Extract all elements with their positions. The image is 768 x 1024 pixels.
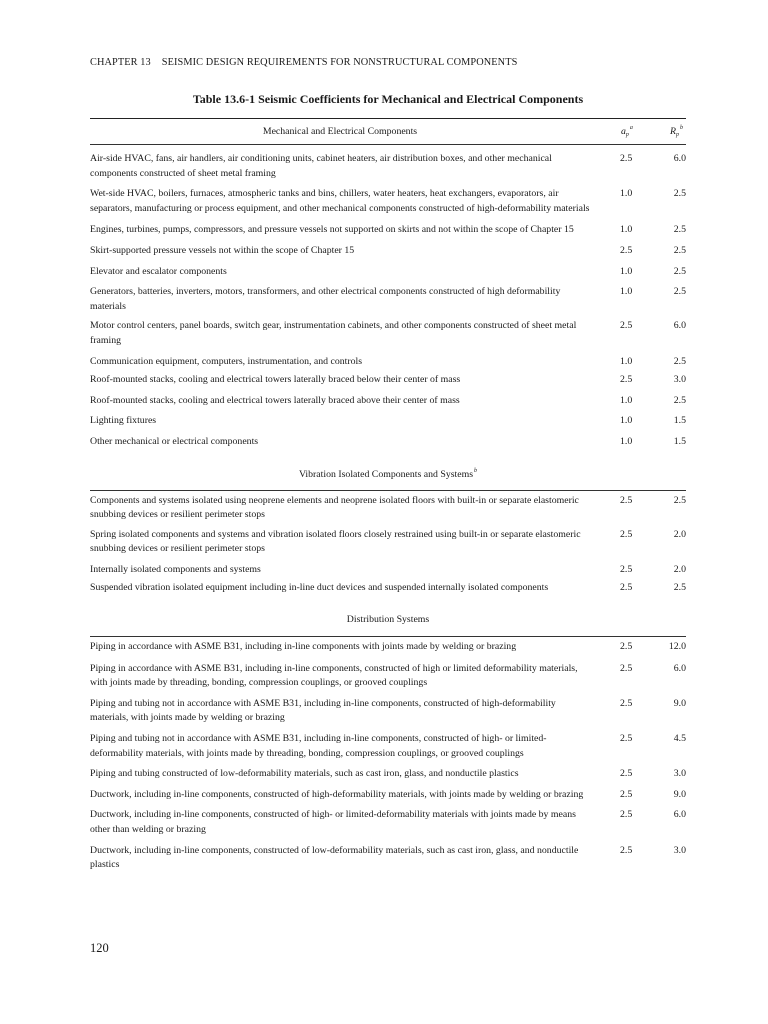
column-header-description: Mechanical and Electrical Components	[262, 126, 418, 137]
table-row	[90, 563, 686, 578]
ap-value: 2.5	[620, 320, 633, 332]
ap-value: 1.0	[620, 188, 633, 200]
table-row	[90, 732, 686, 761]
component-description: Ductwork, including in-line components, constructed of high-deformability materials, with joints made by welding or brazing	[90, 788, 584, 800]
ap-value: 1.0	[620, 265, 633, 277]
component-description: Components and systems isolated using neoprene elements and neoprene isolated floors with built-in or separate elastomeric snubbing devices or resilient perimeter stops	[90, 494, 579, 521]
component-description: Wet-side HVAC, boilers, furnaces, atmospheric tanks and bins, chillers, water heaters, heat exchangers, evaporators, air separators, manufacturing or process equipment, and other mechanical components constructed of high-deformability materials	[90, 188, 590, 214]
component-description: Other mechanical or electrical components	[90, 435, 259, 447]
table-row	[90, 808, 686, 837]
ap-value: 2.5	[620, 244, 633, 256]
rp-value: 2.5	[673, 265, 686, 277]
section-rule	[90, 636, 686, 637]
ap-value: 1.0	[620, 286, 633, 298]
component-description: Piping and tubing not in accordance with ASME B31, including in-line components, constructed of high- or limited-deformability materials, with joints made by threading, bonding, compression couplings, or grooved couplings	[90, 733, 547, 759]
table-row	[90, 640, 686, 655]
ap-value: 2.5	[620, 641, 633, 653]
rp-value: 1.5	[673, 435, 686, 447]
rp-value: 3.0	[673, 374, 686, 386]
table-row	[90, 285, 686, 314]
rp-value: 6.0	[673, 809, 686, 821]
running-head	[90, 56, 686, 70]
section-rule	[90, 490, 686, 491]
rp-value: 2.0	[673, 528, 686, 540]
rp-value: 6.0	[673, 662, 686, 674]
ap-value: 2.5	[620, 153, 633, 164]
rp-value: 2.5	[673, 394, 686, 406]
ap-value: 1.0	[620, 394, 633, 406]
table-row	[90, 319, 686, 348]
rp-value: 2.5	[673, 355, 686, 367]
column-header-rp: $R_p^b$	[670, 125, 683, 138]
ap-value: 2.5	[620, 563, 633, 575]
running-head-chapter: CHAPTER 13	[90, 57, 151, 68]
ap-value: 2.5	[620, 733, 633, 745]
component-description: Engines, turbines, pumps, compressors, and pressure vessels not supported on skirts and not within the scope of Chapter 15	[90, 224, 574, 236]
component-description: Ductwork, including in-line components, constructed of high- or limited-deformability materials with joints made by means other than welding or brazing	[90, 809, 576, 835]
rp-value: 2.0	[673, 563, 686, 575]
table-row	[90, 223, 686, 238]
rp-value: 12.0	[668, 641, 686, 653]
table-row	[90, 788, 686, 803]
table-row	[90, 265, 686, 280]
component-description: Communication equipment, computers, instrumentation, and controls	[90, 355, 363, 367]
column-header-ap: $a_p^a$	[621, 125, 633, 138]
table-row	[90, 581, 686, 596]
rp-value: 2.5	[673, 244, 686, 256]
ap-value: 1.0	[620, 355, 633, 367]
ap-value: 2.5	[620, 528, 633, 540]
rp-value: 9.0	[673, 788, 686, 800]
rp-value: 2.5	[673, 188, 686, 200]
table-row	[90, 662, 686, 691]
rp-value: 1.5	[673, 415, 686, 427]
component-description: Spring isolated components and systems and vibration isolated floors closely restrained using built-in or separate elastomeric snubbing devices or resilient perimeter stops	[90, 528, 581, 555]
ap-value: 2.5	[620, 374, 633, 386]
component-description: Skirt-supported pressure vessels not within the scope of Chapter 15	[90, 244, 355, 256]
rp-value: 6.0	[673, 320, 686, 332]
component-description: Piping in accordance with ASME B31, including in-line components, constructed of high or limited deformability materials, with joints made by threading, bonding, compression couplings, or grooved couplings	[90, 662, 578, 689]
component-description: Elevator and escalator components	[90, 265, 227, 277]
section-heading	[90, 456, 686, 490]
ap-value: 2.5	[620, 697, 633, 709]
table-row	[90, 697, 686, 726]
component-description: Air-side HVAC, fans, air handlers, air conditioning units, cabinet heaters, air distribution boxes, and other mechanical components constructed of sheet metal framing	[90, 153, 552, 179]
rp-value: 2.5	[673, 582, 686, 594]
page-number: 120	[90, 941, 109, 955]
component-description: Piping in accordance with ASME B31, including in-line components with joints made by welding or brazing	[90, 641, 517, 653]
component-description: Motor control centers, panel boards, switch gear, instrumentation cabinets, and other components constructed of sheet metal framing	[90, 320, 577, 346]
table-row	[90, 844, 686, 873]
table-header-rule	[90, 144, 686, 145]
table-row	[90, 414, 686, 429]
component-description: Generators, batteries, inverters, motors, transformers, and other electrical components constructed of high deformability materials	[90, 286, 561, 312]
component-description: Ductwork, including in-line components, constructed of low-deformability materials, such as cast iron, glass, and nonductile plastics	[90, 844, 579, 871]
table-row	[90, 373, 686, 388]
rp-value: 2.5	[673, 224, 686, 236]
rp-value: 2.5	[673, 286, 686, 298]
component-description: Piping and tubing not in accordance with ASME B31, including in-line components, constructed of high-deformability materials, with joints made by welding or brazing	[90, 697, 556, 724]
rp-value: 3.0	[673, 844, 686, 856]
component-description: Internally isolated components and systems	[90, 563, 261, 575]
table-row	[90, 767, 686, 782]
table-row	[90, 355, 686, 370]
rp-value: 3.0	[673, 768, 686, 780]
table-row	[90, 435, 686, 450]
rp-value: 4.5	[673, 733, 686, 745]
ap-value: 2.5	[620, 844, 633, 856]
ap-value: 2.5	[620, 788, 633, 800]
rp-value: 6.0	[673, 153, 686, 164]
table-row	[90, 494, 686, 523]
ap-value: 2.5	[620, 494, 633, 506]
component-description: Piping and tubing constructed of low-deformability materials, such as cast iron, glass, and nonductile plastics	[90, 768, 519, 780]
component-description: Suspended vibration isolated equipment including in-line duct devices and suspended internally isolated components	[90, 582, 549, 594]
section-heading	[90, 602, 686, 636]
running-head-title: SEISMIC DESIGN REQUIREMENTS FOR NONSTRUCTURAL COMPONENTS	[161, 57, 518, 68]
ap-value: 2.5	[620, 582, 633, 594]
ap-value: 1.0	[620, 224, 633, 236]
table-title: Table 13.6-1 Seismic Coefficients for Mechanical and Electrical Components	[192, 92, 584, 106]
rp-value: 9.0	[673, 697, 686, 709]
table-row	[90, 187, 686, 216]
table-body	[90, 152, 686, 873]
table-row	[90, 528, 686, 557]
rp-value: 2.5	[673, 494, 686, 506]
component-description: Roof-mounted stacks, cooling and electrical towers laterally braced above their center of mass	[90, 394, 460, 406]
table-row	[90, 244, 686, 259]
ap-value: 2.5	[620, 768, 633, 780]
ap-value: 1.0	[620, 415, 633, 427]
document-page	[90, 56, 686, 879]
ap-value: 2.5	[620, 662, 633, 674]
ap-value: 1.0	[620, 435, 633, 447]
table-row	[90, 152, 686, 181]
ap-value: 2.5	[620, 809, 633, 821]
table-row	[90, 394, 686, 409]
section-heading-label: Vibration Isolated Components and Systems$^b$	[298, 467, 478, 480]
component-description: Lighting fixtures	[90, 415, 157, 427]
component-description: Roof-mounted stacks, cooling and electrical towers laterally braced below their center of mass	[90, 374, 461, 386]
table-column-header	[90, 119, 686, 144]
section-heading-label: Distribution Systems	[346, 614, 430, 626]
